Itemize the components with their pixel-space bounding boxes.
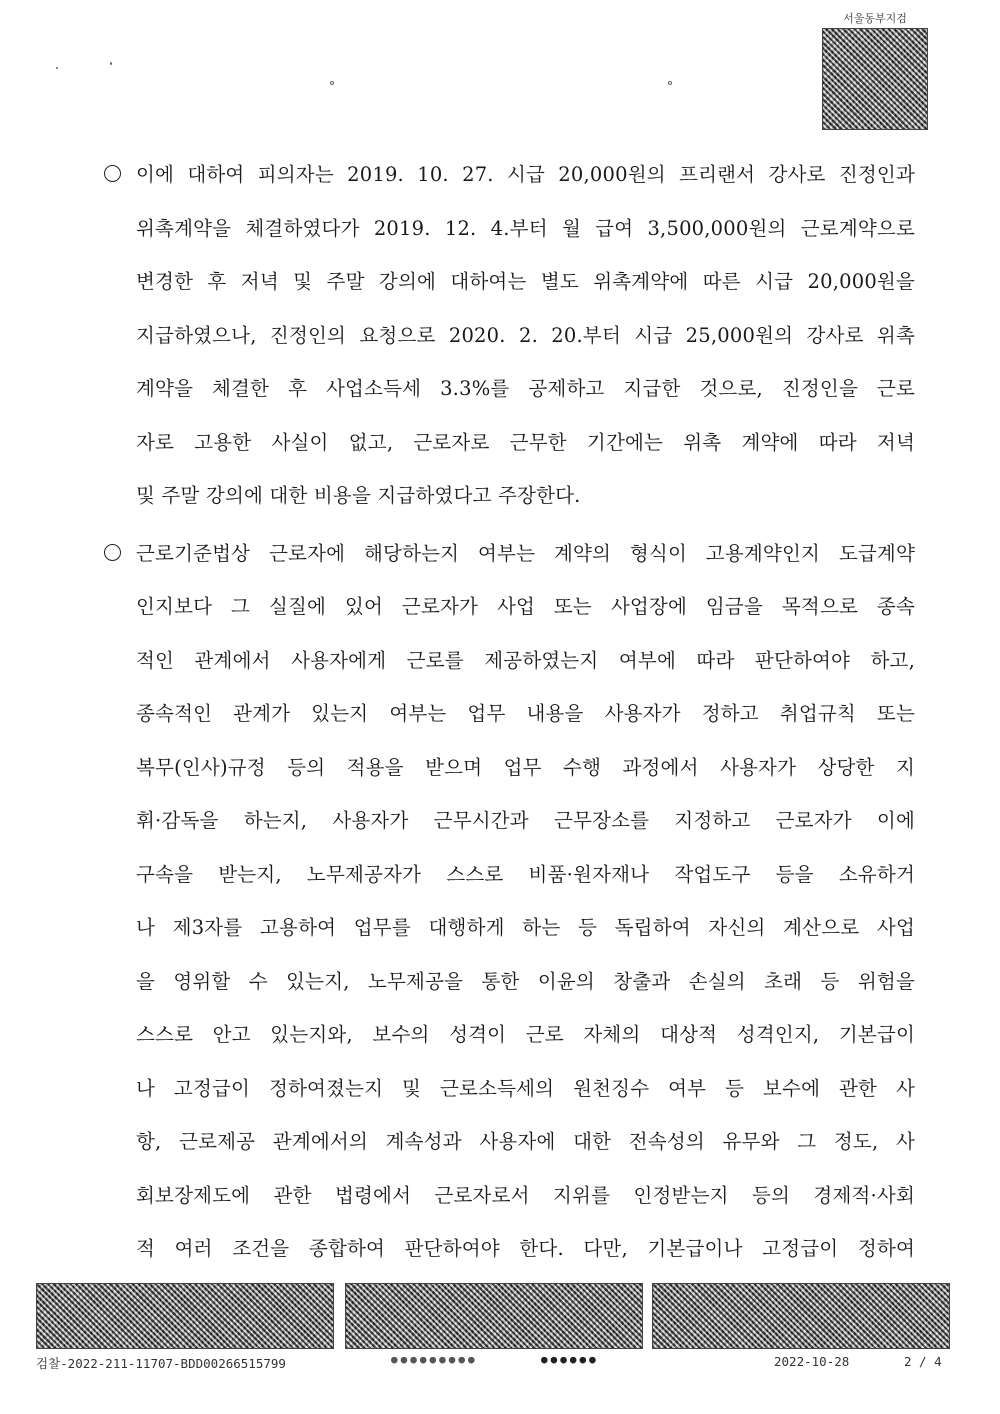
text-line: 구속을 받는지, 노무제공자가 스스로 비품·원자재나 작업도구 등을 소유하거: [136, 862, 915, 886]
text-line: 이에 대하여 피의자는 2019. 10. 27. 시급 20,000원의 프리랜서 강사로 진정인과: [136, 163, 915, 186]
issue-date: 2022-10-28: [774, 1354, 850, 1369]
text-line: 위촉계약을 체결하였다가 2019. 12. 4.부터 월 급여 3,500,000원의 근로계약으로: [136, 216, 915, 240]
page-number: 2 / 4: [904, 1354, 942, 1369]
document-body: [100, 148, 915, 1280]
text-line: 지급하였으나, 진정인의 요청으로 2020. 2. 20.부터 시급 25,000원의 강사로 위촉: [136, 323, 915, 347]
text-line: 변경한 후 저녁 및 주말 강의에 대하여는 별도 위촉계약에 따른 시급 20,000원을: [136, 270, 915, 293]
circle-bullet-icon: [104, 544, 121, 561]
circle-bullet-icon: [104, 165, 121, 182]
paragraph-worker-criteria: [100, 527, 915, 1276]
scan-speck: [56, 67, 58, 69]
text-line: 인지보다 그 실질에 있어 근로자가 사업 또는 사업장에 임금을 목적으로 종속: [136, 595, 915, 618]
text-line: 자로 고용한 사실이 없고, 근로자로 근무한 기간에는 위촉 계약에 따라 저녁: [136, 430, 915, 454]
text-line: 근로기준법상 근로자에 해당하는지 여부는 계약의 형식이 고용계약인지 도급계약: [136, 541, 915, 565]
text-line: 나 고정급이 정하여졌는지 및 근로소득세의 원천징수 여부 등 보수에 관한 사: [136, 1076, 915, 1100]
text-line: 복무(인사)규정 등의 적용을 받으며 업무 수행 과정에서 사용자가 상당한 지: [136, 755, 915, 779]
punch-mark: [330, 81, 334, 85]
footer-barcode: [652, 1283, 950, 1349]
punch-mark: [668, 81, 672, 85]
text-line: 스스로 안고 있는지와, 보수의 성격이 근로 자체의 대상적 성격인지, 기본급이: [136, 1023, 915, 1046]
text-line: 항, 근로제공 관계에서의 계속성과 사용자에 대한 전속성의 유무와 그 정도, 사: [136, 1130, 915, 1153]
document-id: 검찰-2022-211-11707-BDD00266515799: [36, 1356, 286, 1371]
scan-speck: [110, 62, 112, 65]
text-line: 나 제3자를 고용하여 업무를 대행하게 하는 등 독립하여 자신의 계산으로 사업: [136, 916, 915, 939]
paragraph-defendant-claim: [100, 148, 915, 523]
text-line: 을 영위할 수 있는지, 노무제공을 통한 이윤의 창출과 손실의 초래 등 위험을: [136, 969, 915, 993]
text-line: 휘·감독을 하는지, 사용자가 근무시간과 근무장소를 지정하고 근로자가 이에: [136, 809, 915, 832]
text-line: 계약을 체결한 후 사업소득세 3.3%를 공제하고 지급한 것으로, 진정인을 근로: [136, 377, 915, 400]
text-line: 적인 관계에서 사용자에게 근로를 제공하였는지 여부에 따라 판단하여야 하고,: [136, 648, 915, 672]
qr-code: [822, 28, 928, 130]
footer-barcode: [36, 1283, 334, 1349]
office-label: 서울동부지검: [843, 12, 907, 25]
text-line: 종속적인 관계가 있는지 여부는 업무 내용을 사용자가 정하고 취업규칙 또는: [136, 702, 915, 725]
dot-mark: ●●●●●●●●●: [391, 1353, 478, 1366]
text-line: 적 여러 조건을 종합하여 판단하여야 한다. 다만, 기본급이나 고정급이 정하여: [136, 1237, 915, 1260]
footer-barcode: [345, 1283, 643, 1349]
dot-mark: ●●●●●●: [541, 1353, 599, 1366]
text-line: 회보장제도에 관한 법령에서 근로자로서 지위를 인정받는지 등의 경제적·사회: [136, 1183, 915, 1207]
page-footer: [36, 1354, 948, 1374]
text-line: 및 주말 강의에 대한 비용을 지급하였다고 주장한다.: [136, 484, 581, 507]
